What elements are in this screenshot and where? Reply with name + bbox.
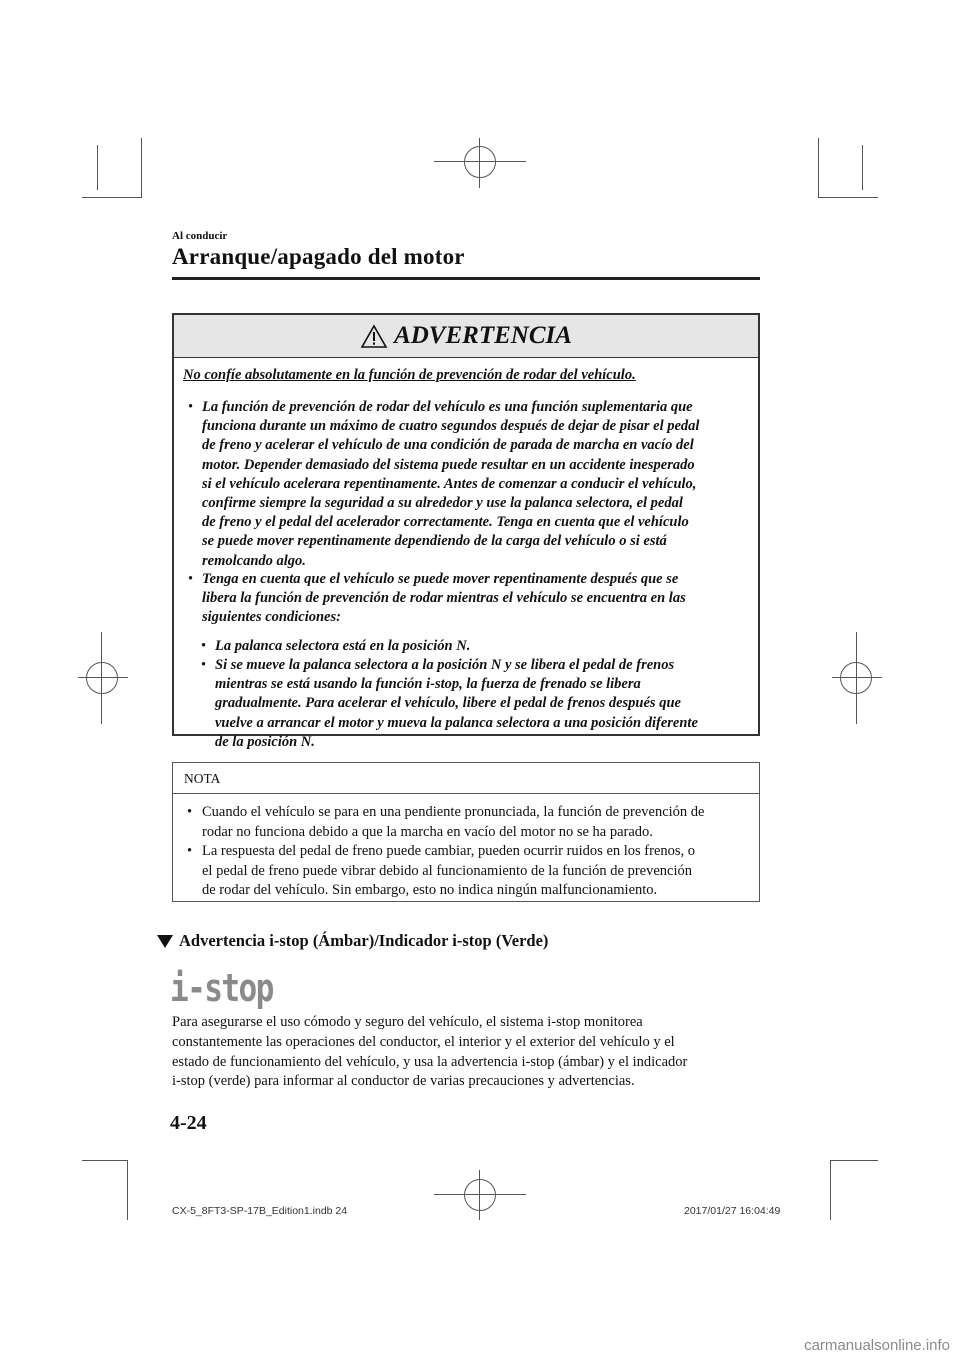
warning-line: se puede mover repentinamente dependiendo de la carga del vehículo o si está	[202, 533, 667, 550]
bullet: •	[201, 638, 207, 654]
paragraph-line: Para asegurarse el uso cómodo y seguro del vehículo, el sistema i-stop monitorea	[172, 1014, 643, 1030]
warning-line: gradualmente. Para acelerar el vehículo, libere el pedal de frenos después que	[215, 695, 681, 712]
page-number: 4-24	[170, 1112, 207, 1134]
warning-line: mientras se está usando la función i-stop, la fuerza de frenado se libera	[215, 676, 641, 693]
watermark: carmanualsonline.info	[804, 1337, 950, 1354]
paragraph-line: constantemente las operaciones del conductor, el interior y el exterior del vehículo y el	[172, 1033, 675, 1050]
warning-line: confirme siempre la seguridad a su alrededor y use la palanca selectora, el pedal	[202, 495, 683, 512]
note-title: NOTA	[184, 771, 221, 786]
warning-line: remolcando algo.	[202, 552, 306, 569]
triangle-down-icon	[157, 935, 173, 948]
paragraph-line: i-stop (verde) para informar al conductor de varias precauciones y advertencias.	[172, 1073, 635, 1090]
warning-line: de freno y acelerar el vehículo de una condición de parada de marcha en vacío del	[202, 437, 694, 454]
warning-line: siguientes condiciones:	[202, 609, 341, 626]
bullet: •	[201, 657, 207, 673]
warning-title: ADVERTENCIA	[394, 322, 572, 349]
note-line: rodar no funciona debido a que la marcha en vacío del motor no se ha parado.	[202, 823, 653, 840]
warning-line: La función de prevención de rodar del vehículo es una función suplementaria que	[202, 399, 693, 415]
bullet: •	[188, 399, 194, 415]
warning-lead: No confíe absolutamente en la función de prevención de rodar del vehículo.	[183, 367, 636, 383]
warning-header	[174, 315, 758, 358]
istop-logo: i-stop	[170, 966, 273, 1010]
warning-line: de la posición N.	[215, 733, 315, 750]
paragraph-line: estado de funcionamiento del vehículo, y usa la advertencia i-stop (ámbar) y el indicador	[172, 1053, 688, 1070]
warning-box	[172, 313, 760, 750]
bullet: •	[187, 804, 193, 820]
note-line: el pedal de freno puede vibrar debido al funcionamiento de la función de prevención	[202, 862, 692, 879]
warning-line: vuelve a arrancar el motor y mueva la palanca selectora a una posición diferente	[215, 714, 698, 731]
body-paragraph	[172, 1013, 762, 1092]
warning-line: funciona durante un máximo de cuatro segundos después de dejar de pisar el pedal	[202, 418, 700, 435]
bullet: •	[187, 843, 193, 859]
warning-line: si el vehículo acelerara repentinamente. Antes de comenzar a conducir el vehículo,	[202, 475, 697, 492]
title-rule	[172, 277, 760, 280]
note-line: de rodar del vehículo. Sin embargo, esto no indica ningún malfuncionamiento.	[202, 882, 658, 898]
warning-line: La palanca selectora está en la posición N.	[215, 638, 471, 654]
note-line: Cuando el vehículo se para en una pendiente pronunciada, la función de prevención de	[202, 804, 705, 820]
section-label: Al conducir	[172, 230, 228, 242]
note-header	[173, 763, 759, 794]
note-line: La respuesta del pedal de freno puede cambiar, pueden ocurrir ruidos en los frenos, o	[202, 843, 696, 859]
warning-line: libera la función de prevención de rodar mientras el vehículo se encuentra en las	[202, 590, 686, 607]
footer-timestamp: 2017/01/27 16:04:49	[684, 1205, 781, 1217]
bullet: •	[188, 571, 194, 587]
warning-line: Si se mueve la palanca selectora a la posición N y se libera el pedal de frenos	[215, 657, 675, 673]
subsection-heading-text: Advertencia i-stop (Ámbar)/Indicador i-stop (Verde)	[179, 931, 549, 950]
note-box	[172, 762, 760, 902]
warning-triangle-icon	[360, 324, 388, 349]
page-title: Arranque/apagado del motor	[172, 244, 465, 269]
footer-file: CX-5_8FT3-SP-17B_Edition1.indb 24	[172, 1205, 348, 1217]
warning-line: de freno y el pedal del acelerador correctamente. Tenga en cuenta que el vehículo	[202, 514, 689, 531]
subsection-heading	[157, 931, 548, 951]
warning-line: motor. Depender demasiado del sistema puede resultar en un accidente inesperado	[202, 456, 695, 473]
warning-line: Tenga en cuenta que el vehículo se puede mover repentinamente después que se	[202, 571, 679, 587]
